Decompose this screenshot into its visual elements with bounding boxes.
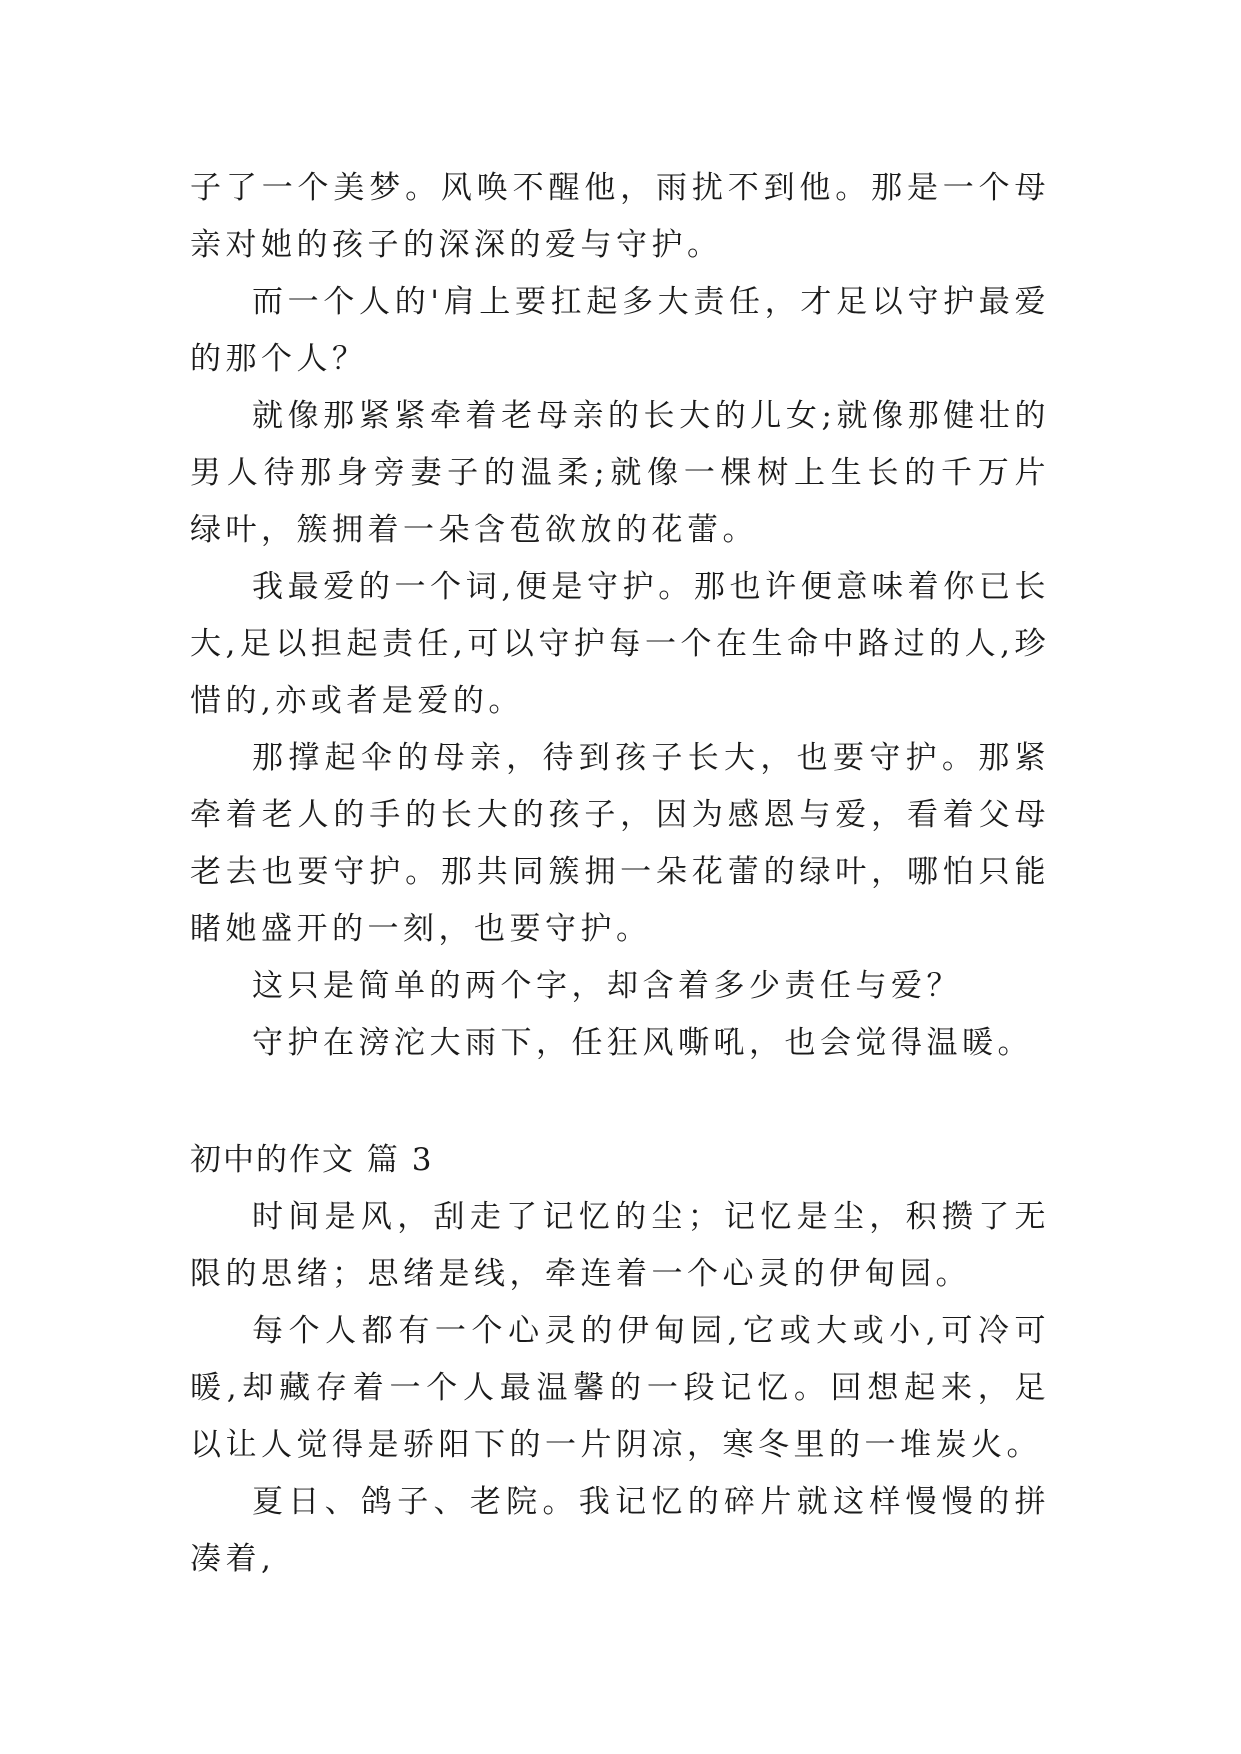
paragraph-a6: 守护在滂沱大雨下，任狂风嘶吼，也会觉得温暖。 [252, 1025, 1033, 1061]
paragraph-a3: 我最爱的一个词,便是守护。那也许便意味着你已长大,足以担起责任,可以守护每一个在生命中路过的人,珍惜的,亦或者是爱的。 [190, 569, 1050, 719]
section-heading: 初中的作文 篇 3 [190, 1142, 434, 1178]
paragraph-a2: 就像那紧紧牵着老母亲的长大的儿女;就像那健壮的男人待那身旁妻子的温柔;就像一棵树上生长的千万片绿叶，簇拥着一朵含苞欲放的花蕾。 [190, 398, 1050, 548]
paragraph-a0: 子了一个美梦。风唤不醒他，雨扰不到他。那是一个母亲对她的孩子的深深的爱与守护。 [190, 170, 1050, 263]
paragraph-a4: 那撑起伞的母亲，待到孩子长大，也要守护。那紧牵着老人的手的长大的孩子，因为感恩与爱，看着父母老去也要守护。那共同簇拥一朵花蕾的绿叶，哪怕只能睹她盛开的一刻，也要守护。 [190, 740, 1050, 947]
document-body [190, 160, 1050, 1588]
paragraph-a1: 而一个人的'肩上要扛起多大责任，才足以守护最爱的那个人？ [190, 284, 1050, 377]
paragraph-b1: 每个人都有一个心灵的伊甸园,它或大或小,可冷可暖,却藏存着一个人最温馨的一段记忆。回想起来，足以让人觉得是骄阳下的一片阴凉，寒冬里的一堆炭火。 [190, 1313, 1050, 1463]
paragraph-b2: 夏日、鸽子、老院。我记忆的碎片就这样慢慢的拼凑着, [190, 1484, 1050, 1577]
paragraph-a5: 这只是简单的两个字，却含着多少责任与爱？ [252, 968, 962, 1004]
paragraph-b0: 时间是风，刮走了记忆的尘；记忆是尘，积攒了无限的思绪；思绪是线，牵连着一个心灵的伊甸园。 [190, 1199, 1050, 1292]
